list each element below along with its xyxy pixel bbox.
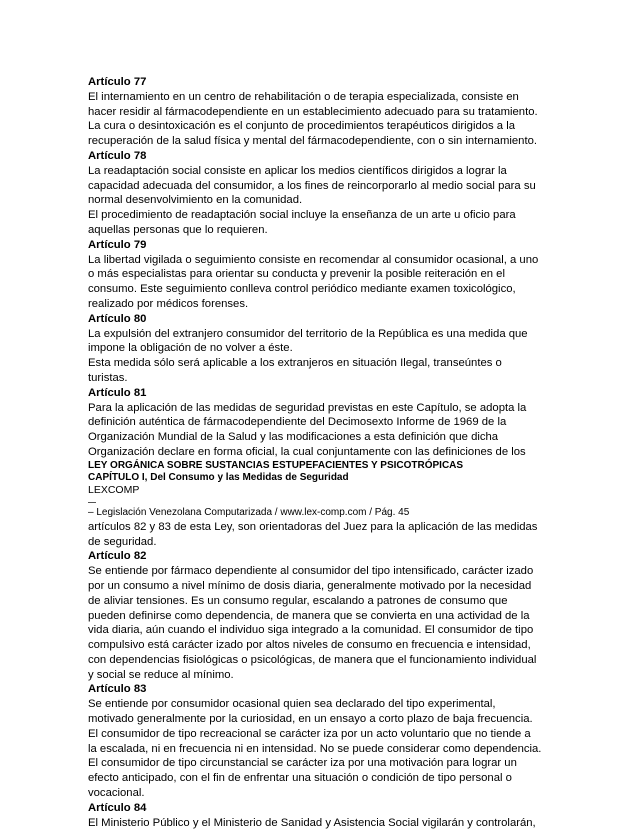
text-line: La libertad vigilada o seguimiento consiste en recomendar al consumidor ocasional, a uno xyxy=(88,253,539,266)
article-heading: Artículo 78 xyxy=(88,149,147,162)
text-line: Se entiende por consumidor ocasional quien sea declarado del tipo experimental, xyxy=(88,698,496,711)
text-line: realizado por médicos forenses. xyxy=(88,297,249,310)
text-line: capacidad adecuada del consumidor, a los fines de reincorporarlo al medio social para su xyxy=(88,179,536,192)
text-line: de aliviar tensiones. Es un consumo regular, escalando a patrones de consumo que xyxy=(88,594,508,607)
text-line: El consumidor de tipo circunstancial se carácter iza por una motivación para lograr un xyxy=(88,757,517,770)
footer-separator xyxy=(88,502,96,503)
text-line: La expulsión del extranjero consumidor del territorio de la República es una medida que xyxy=(88,327,528,340)
page-footer: – Legislación Venezolana Computarizada / www.lex-comp.com / Pág. 45 xyxy=(88,506,410,518)
text-line: Organización Mundial de la Salud y las modificaciones a esta definición que dicha xyxy=(88,431,499,444)
brand-name: LEXCOMP xyxy=(88,483,140,496)
text-line: recuperación de la salud física y mental del fármacodependiente, con o sin internamiento. xyxy=(88,135,538,148)
text-line: hacer residir al fármacodependiente en un establecimiento adecuado para su tratamiento. xyxy=(88,105,538,118)
text-line: efecto anticipado, con el fin de enfrentar una situación o condición de tipo personal o xyxy=(88,772,512,785)
text-line: El internamiento en un centro de rehabilitación o de terapia especializada, consiste en xyxy=(88,90,519,103)
document-page xyxy=(88,75,556,830)
law-title: LEY ORGÁNICA SOBRE SUSTANCIAS ESTUPEFACIENTES Y PSICOTRÓPICAS xyxy=(88,459,464,471)
text-line: por un consumo a nivel mínimo de dosis diaria, generalmente motivado por la necesidad xyxy=(88,579,532,592)
text-line: impone la obligación de no volver a éste. xyxy=(88,342,293,355)
text-line: vocacional. xyxy=(88,787,145,800)
article-heading: Artículo 82 xyxy=(88,550,147,563)
text-line: Se entiende por fármaco dependiente al consumidor del tipo intensificado, carácter izado xyxy=(88,565,534,578)
text-line: compulsivo está carácter izado por altos niveles de consumo en frecuencia e intensidad, xyxy=(88,639,531,652)
text-line: la escalada, ni en frecuencia ni en intensidad. No se puede considerar como dependencia. xyxy=(88,742,542,755)
text-line: pueden definirse como dependencia, de manera que se convierta en una actividad de la xyxy=(88,609,530,622)
text-line: El consumidor de tipo recreacional se carácter iza por un acto voluntario que no tiende a xyxy=(88,727,531,740)
article-heading: Artículo 84 xyxy=(88,801,147,814)
text-line: vida diaria, aún cuando el individuo siga integrado a la comunidad. El consumidor de tipo xyxy=(88,624,534,637)
article-heading: Artículo 77 xyxy=(88,76,147,88)
text-line: de seguridad. xyxy=(88,535,157,548)
text-line: artículos 82 y 83 de esta Ley, son orientadoras del Juez para la aplicación de las medidas xyxy=(88,520,538,533)
text-line: Esta medida sólo será aplicable a los extranjeros en situación Ilegal, transeúntes o xyxy=(88,357,502,370)
text-line: aquellas personas que lo requieren. xyxy=(88,223,268,236)
text-line: La cura o desintoxicación es el conjunto de procedimientos terapéuticos dirigidos a la xyxy=(88,120,516,133)
article-heading: Artículo 81 xyxy=(88,386,147,399)
text-line: normal desenvolvimiento en la comunidad. xyxy=(88,194,303,207)
article-heading: Artículo 80 xyxy=(88,312,147,325)
article-heading: Artículo 83 xyxy=(88,683,147,696)
text-line: y social se reduce al mínimo. xyxy=(88,668,234,681)
text-line: El procedimiento de readaptación social incluye la enseñanza de un arte u oficio para xyxy=(88,209,516,222)
text-line: con dependencias fisiológicas o psicológicas, de manera que el funcionamiento individual xyxy=(88,653,537,666)
text-line: definición auténtica de fármacodependiente del Decimosexto Informe de 1969 de la xyxy=(88,416,507,429)
text-line: Organización declare en forma oficial, la cual conjuntamente con las definiciones de los xyxy=(88,445,526,458)
text-line: La readaptación social consiste en aplicar los medios científicos dirigidos a lograr la xyxy=(88,164,507,177)
text-line: o más especialistas para orientar su conducta y prevenir la posible reiteración en el xyxy=(88,268,505,281)
text-line: consumo. Este seguimiento conlleva control periódico mediante examen toxicológico, xyxy=(88,283,516,296)
text-line: turistas. xyxy=(88,371,128,384)
article-heading: Artículo 79 xyxy=(88,238,147,251)
text-line: motivado generalmente por la curiosidad, en un ensayo a corto plazo de baja frecuencia. xyxy=(88,713,533,726)
text-line: El Ministerio Público y el Ministerio de Sanidad y Asistencia Social vigilarán y controlarán, xyxy=(88,816,536,829)
chapter-title: CAPÍTULO I, Del Consumo y las Medidas de Seguridad xyxy=(88,471,349,483)
text-line: Para la aplicación de las medidas de seguridad previstas en este Capítulo, se adopta la xyxy=(88,401,527,414)
